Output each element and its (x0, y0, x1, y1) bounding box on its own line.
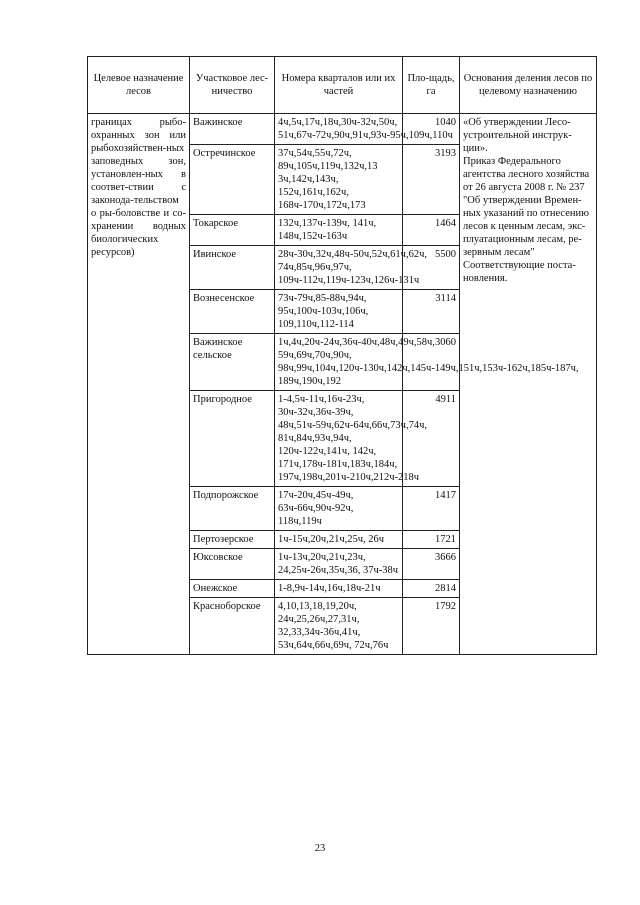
area-cell: 4911 (403, 391, 460, 487)
basis-cell (460, 114, 597, 655)
area-cell: 3114 (403, 290, 460, 334)
quarters-cell: 4,10,13,18,19,20ч, 24ч,25,26ч,27,31ч, 32,33,34ч-36ч,41ч, 53ч,64ч,66ч,69ч, 72ч,76ч (275, 598, 403, 655)
district-cell: Вознесенское (190, 290, 275, 334)
quarters-cell: 1ч-15ч,20ч,21ч,25ч, 26ч (275, 531, 403, 549)
area-cell: 5500 (403, 246, 460, 290)
district-cell: Красноборское (190, 598, 275, 655)
quarters-cell: 73ч-79ч,85-88ч,94ч, 95ч,100ч-103ч,106ч, 109,110ч,112-114 (275, 290, 403, 334)
basis-line: Приказ Федерального агентства лесного хозяйства от 26 августа 2008 г. № 237 "Об утверждении Времен-ных указаний по отнесению лесов к ценным лесам, экс-плуатационным лесам, ре-зервным лесам" (463, 156, 590, 258)
area-cell: 1040 (403, 114, 460, 145)
header-purpose: Целевое назначение лесов (88, 57, 190, 114)
district-cell: Токарское (190, 215, 275, 246)
header-basis: Основания деления лесов по целевому назначению (460, 57, 597, 114)
header-quarters: Номера кварталов или их частей (275, 57, 403, 114)
district-cell: Важинское (190, 114, 275, 145)
area-cell: 3666 (403, 549, 460, 580)
page-number: 23 (314, 843, 326, 854)
quarters-cell: 1-4,5ч-11ч,16ч-23ч, 30ч-32ч,36ч-39ч, 48ч,51ч-59ч,62ч-64ч,66ч,73ч,74ч, 81ч,84ч,93ч,94ч, 120ч-122ч,141ч, 142ч, 171ч,178ч-181ч,183ч,184ч, 197ч,198ч,201ч-210ч,212ч-218ч (275, 391, 403, 487)
quarters-cell: 37ч,54ч,55ч,72ч, 89ч,105ч,119ч,132ч,13 3ч,142ч,143ч, 152ч,161ч,162ч, 168ч-170ч,172ч,173 (275, 145, 403, 215)
area-cell: 1721 (403, 531, 460, 549)
area-cell: 3193 (403, 145, 460, 215)
quarters-cell: 1ч-13ч,20ч,21ч,23ч, 24,25ч-26ч,35ч,36, 37ч-38ч (275, 549, 403, 580)
district-cell: Остречинское (190, 145, 275, 215)
area-cell: 2814 (403, 580, 460, 598)
district-cell: Важинское сельское (190, 334, 275, 391)
district-cell: Юксовское (190, 549, 275, 580)
purpose-cell: границах рыбо-охранных зон или рыбохозяйствен-ных заповедных зон, установлен-ных в соответ-ствии с законода-тельством о ры-боловстве и со-хранении водных биологических ресурсов) (88, 114, 190, 655)
area-cell: 1417 (403, 487, 460, 531)
district-cell: Подпорожское (190, 487, 275, 531)
basis-line: Соответствующие поста-новления. (463, 260, 576, 284)
quarters-cell: 132ч,137ч-139ч, 141ч, 148ч,152ч-163ч (275, 215, 403, 246)
quarters-cell: 17ч-20ч,45ч-49ч, 63ч-66ч,90ч-92ч, 118ч,119ч (275, 487, 403, 531)
forest-table (87, 56, 597, 655)
district-cell: Онежское (190, 580, 275, 598)
table-body (88, 114, 597, 655)
quarters-cell: 4ч,5ч,17ч,18ч,30ч-32ч,50ч, 51ч,67ч-72ч,90ч,91ч,93ч-95ч,109ч,110ч (275, 114, 403, 145)
area-cell: 1464 (403, 215, 460, 246)
area-cell: 1792 (403, 598, 460, 655)
table-row (88, 114, 597, 145)
district-cell: Ивинское (190, 246, 275, 290)
basis-line: «Об утверждении Лесо-устроительной инструк-ции». (463, 117, 572, 154)
district-cell: Пертозерское (190, 531, 275, 549)
header-area: Пло-щадь, га (403, 57, 460, 114)
quarters-cell: 1-8,9ч-14ч,16ч,18ч-21ч (275, 580, 403, 598)
district-cell: Пригородное (190, 391, 275, 487)
quarters-cell: 1ч,4ч,20ч-24ч,36ч-40ч,48ч,49ч,58ч, 59ч,69ч,70ч,90ч, 98ч,99ч,104ч,120ч-130ч,142ч,145ч-149ч,151ч,153ч-162ч,185ч-187ч, 189ч,190ч,192 (275, 334, 403, 391)
area-cell: 3060 (403, 334, 460, 391)
table-header-row (88, 57, 597, 114)
quarters-cell: 28ч-30ч,32ч,48ч-50ч,52ч,61ч,62ч, 74ч,85ч,96ч,97ч, 109ч-112ч,119ч-123ч,126ч-131ч (275, 246, 403, 290)
header-district: Участковое лес-ничество (190, 57, 275, 114)
